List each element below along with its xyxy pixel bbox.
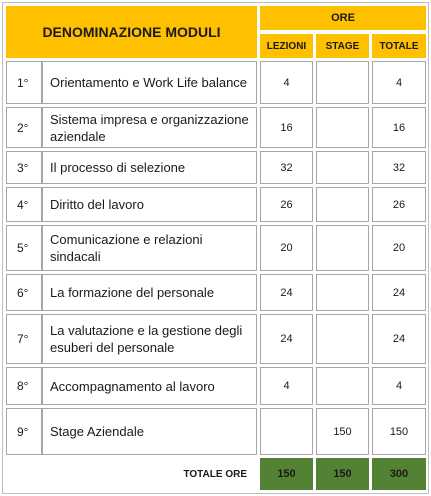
row-totale-cell: 26 bbox=[372, 187, 426, 222]
row-name-cell: Diritto del lavoro bbox=[42, 187, 257, 222]
totals-totale: 300 bbox=[372, 458, 426, 490]
row-name-cell: La valutazione e la gestione degli esuberi del personale bbox=[42, 314, 257, 364]
row-totale-cell: 16 bbox=[372, 107, 426, 148]
row-lezioni-cell: 4 bbox=[260, 367, 313, 405]
row-num-cell: 8° bbox=[6, 367, 42, 405]
row-name-cell: Il processo di selezione bbox=[42, 151, 257, 184]
row-num-cell: 3° bbox=[6, 151, 42, 184]
row-num-cell: 2° bbox=[6, 107, 42, 148]
row-stage-cell: 150 bbox=[316, 408, 369, 455]
totals-lezioni: 150 bbox=[260, 458, 313, 490]
totals-label: TOTALE ORE bbox=[183, 468, 247, 480]
row-name-cell: Accompagnamento al lavoro bbox=[42, 367, 257, 405]
row-stage-cell bbox=[316, 367, 369, 405]
row-num-cell: 5° bbox=[6, 225, 42, 271]
row-totale-cell: 4 bbox=[372, 367, 426, 405]
row-name-cell: Stage Aziendale bbox=[42, 408, 257, 455]
row-lezioni-cell: 20 bbox=[260, 225, 313, 271]
row-num-cell: 1° bbox=[6, 61, 42, 104]
row-lezioni-cell bbox=[260, 408, 313, 455]
totals-stage: 150 bbox=[316, 458, 369, 490]
row-stage-cell bbox=[316, 274, 369, 311]
row-lezioni-cell: 24 bbox=[260, 314, 313, 364]
header-lezioni: LEZIONI bbox=[260, 34, 313, 58]
row-stage-cell bbox=[316, 107, 369, 148]
row-num-cell: 7° bbox=[6, 314, 42, 364]
header-totale: TOTALE bbox=[372, 34, 426, 58]
row-stage-cell bbox=[316, 225, 369, 271]
row-num-cell: 4° bbox=[6, 187, 42, 222]
row-lezioni-cell: 24 bbox=[260, 274, 313, 311]
header-denominazione: DENOMINAZIONE MODULI bbox=[6, 6, 257, 58]
header-stage: STAGE bbox=[316, 34, 369, 58]
row-num-cell: 6° bbox=[6, 274, 42, 311]
row-totale-cell: 4 bbox=[372, 61, 426, 104]
row-name-cell: Comunicazione e relazioni sindacali bbox=[42, 225, 257, 271]
row-name-cell: Sistema impresa e organizzazione aziendale bbox=[42, 107, 257, 148]
row-totale-cell: 24 bbox=[372, 274, 426, 311]
row-stage-cell bbox=[316, 314, 369, 364]
row-totale-cell: 20 bbox=[372, 225, 426, 271]
row-num-cell: 9° bbox=[6, 408, 42, 455]
row-lezioni-cell: 32 bbox=[260, 151, 313, 184]
row-stage-cell bbox=[316, 151, 369, 184]
row-lezioni-cell: 16 bbox=[260, 107, 313, 148]
row-name-cell: La formazione del personale bbox=[42, 274, 257, 311]
row-totale-cell: 150 bbox=[372, 408, 426, 455]
header-ore: ORE bbox=[260, 6, 426, 30]
row-totale-cell: 32 bbox=[372, 151, 426, 184]
row-totale-cell: 24 bbox=[372, 314, 426, 364]
row-lezioni-cell: 26 bbox=[260, 187, 313, 222]
row-stage-cell bbox=[316, 61, 369, 104]
row-name-cell: Orientamento e Work Life balance bbox=[42, 61, 257, 104]
row-stage-cell bbox=[316, 187, 369, 222]
row-lezioni-cell: 4 bbox=[260, 61, 313, 104]
